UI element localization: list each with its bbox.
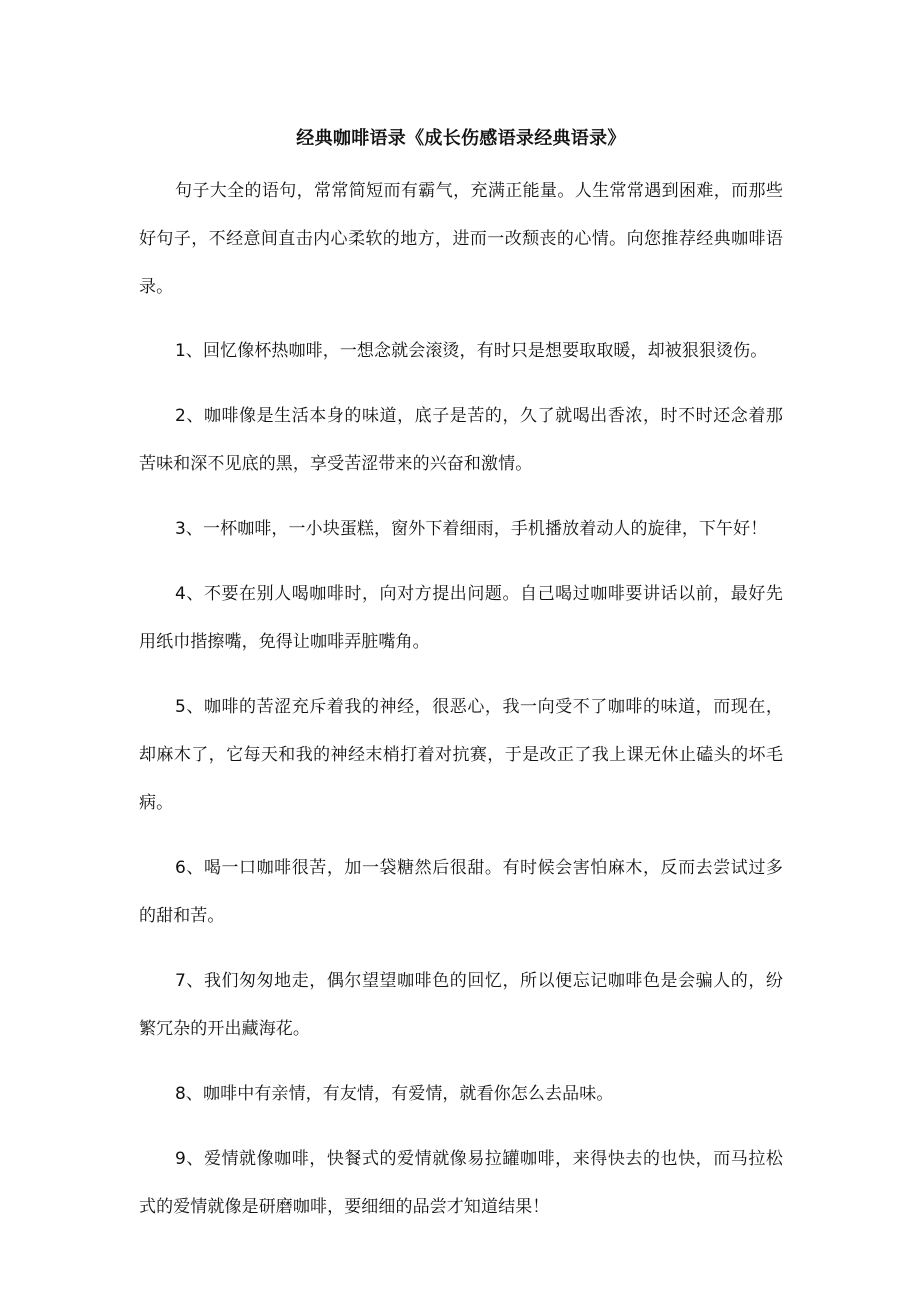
quote-paragraph-8: 8、咖啡中有亲情，有友情，有爱情，就看你怎么去品味。 <box>175 1084 614 1104</box>
quote-paragraph-5: 5、咖啡的苦涩充斥着我的神经，很恶心，我一向受不了咖啡的味道，而现在，却麻木了，它每天和我的神经末梢打着对抗赛，于是改正了我上课无休止磕头的坏毛病。 <box>139 697 783 813</box>
quote-paragraph-1: 1、回忆像杯热咖啡，一想念就会滚烫，有时只是想要取取暖，却被狠狠烫伤。 <box>175 341 768 361</box>
intro-paragraph: 句子大全的语句，常常简短而有霸气，充满正能量。人生常常遇到困难，而那些好句子，不经意间直击内心柔软的地方，进而一改颓丧的心情。向您推荐经典咖啡语录。 <box>139 181 783 297</box>
quote-paragraph-7: 7、我们匆匆地走，偶尔望望咖啡色的回忆，所以便忘记咖啡色是会骗人的，纷繁冗杂的开出藏海花。 <box>139 971 783 1039</box>
quote-paragraph-3: 3、一杯咖啡，一小块蛋糕，窗外下着细雨，手机播放着动人的旋律，下午好！ <box>175 519 768 539</box>
quote-paragraph-4: 4、不要在别人喝咖啡时，向对方提出问题。自己喝过咖啡要讲话以前，最好先用纸巾揩擦嘴，免得让咖啡弄脏嘴角。 <box>139 584 783 652</box>
quote-paragraph-9: 9、爱情就像咖啡，快餐式的爱情就像易拉罐咖啡，来得快去的也快，而马拉松式的爱情就像是研磨咖啡，要细细的品尝才知道结果！ <box>139 1149 783 1217</box>
quote-paragraph-2: 2、咖啡像是生活本身的味道，底子是苦的，久了就喝出香浓，时不时还念着那苦味和深不见底的黑，享受苦涩带来的兴奋和激情。 <box>139 406 783 474</box>
document-title: 经典咖啡语录《成长伤感语录经典语录》 <box>296 128 626 149</box>
quote-paragraph-6: 6、喝一口咖啡很苦，加一袋糖然后很甜。有时候会害怕麻木，反而去尝试过多的甜和苦。 <box>139 858 783 926</box>
